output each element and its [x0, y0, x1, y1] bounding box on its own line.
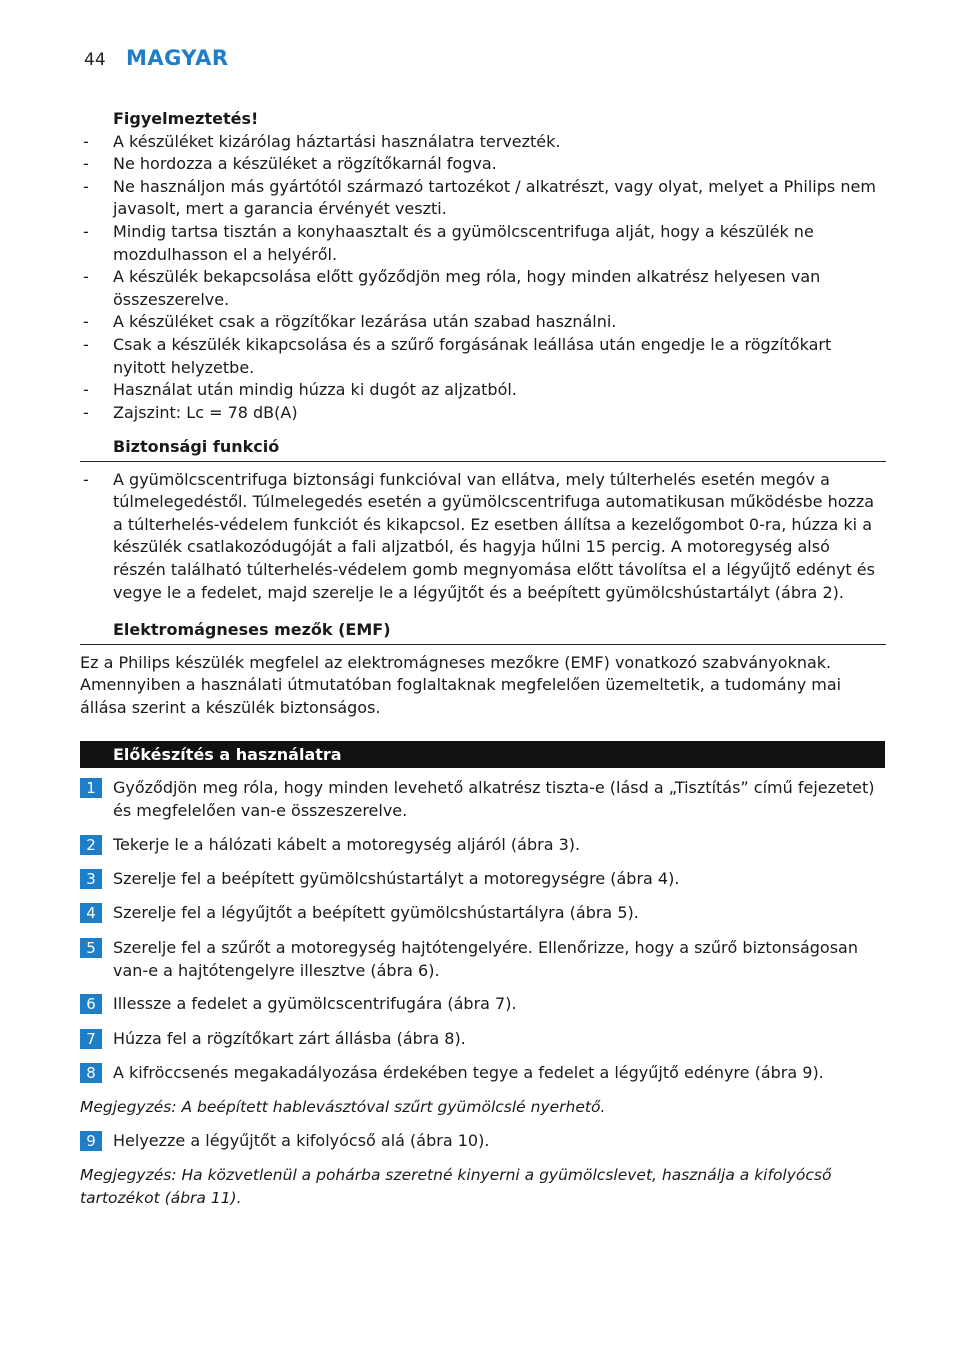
step-number: 6: [80, 994, 102, 1014]
page-number: 44: [84, 50, 106, 70]
step-8: [80, 1062, 886, 1085]
warning-item: - Mindig tartsa tisztán a konyhaasztalt és a gyümölcscentrifuga alját, hogy a készülék ne mozdulhasson el a helyéről.: [80, 221, 886, 266]
step-number: 9: [80, 1131, 102, 1151]
safety-list: [80, 469, 886, 605]
warning-list: [80, 131, 886, 425]
warning-item: - A készüléket kizárólag háztartási használatra tervezték.: [80, 131, 886, 154]
step-number: 3: [80, 869, 102, 889]
prep-section-heading: Előkészítés a használatra: [80, 741, 885, 768]
step-text: Tekerje le a hálózati kábelt a motoregység aljáról (ábra 3).: [113, 835, 581, 854]
step-3: [80, 868, 886, 891]
safety-section: [80, 436, 886, 604]
step-number: 1: [80, 778, 102, 798]
warning-item: - A készülék bekapcsolása előtt győződjön meg róla, hogy minden alkatrész helyesen van összeszerelve.: [80, 266, 886, 311]
warning-section: [80, 108, 886, 424]
step-text: A kifröccsenés megakadályozása érdekében tegye a fedelet a légyűjtő edényre (ábra 9).: [113, 1063, 824, 1082]
warning-item: - Zajszint: Lc = 78 dB(A): [80, 402, 886, 425]
step-number: 2: [80, 835, 102, 855]
step-2: [80, 834, 886, 857]
safety-item: - A gyümölcscentrifuga biztonsági funkcióval van ellátva, mely túlterhelés esetén megóv a túlmelegedéstől. Túlmelegedés esetén a gyümölcscentrifuga automatikusan működésbe hozza a túlterhelés-védelem funkciót és kikapcsol. Ez esetben állítsa a kezelőgombot 0-ra, húzza ki a készülék csatlakozódugóját a fali aljzatból, és hagyja hűlni 15 percig. A motoregység alsó részén található túlterhelés-védelem gomb megnyomása előtt távolítsa el a légyűjtő edényt és vegye le a fedelet, majd szerelje le a légyűjtőt és a beépített gyümölcshústartályt (ábra 2).: [80, 469, 886, 605]
step-number: 5: [80, 938, 102, 958]
emf-section: [80, 619, 886, 719]
warning-title: Figyelmeztetés!: [113, 109, 259, 128]
step-9: [80, 1130, 886, 1153]
step-number: 7: [80, 1029, 102, 1049]
emf-title: Elektromágneses mezők (EMF): [80, 619, 886, 645]
step-text: Helyezze a légyűjtőt a kifolyócső alá (ábra 10).: [113, 1131, 490, 1150]
step-1: [80, 777, 886, 822]
step-7: [80, 1028, 886, 1051]
note-2: Megjegyzés: Ha közvetlenül a pohárba szeretné kinyerni a gyümölcslevet, használja a kifolyócső tartozékot (ábra 11).: [80, 1166, 832, 1207]
step-text: Szerelje fel a szűrőt a motoregység hajtótengelyére. Ellenőrizze, hogy a szűrő biztonságosan van-e a hajtótengelyre illesztve (ábra 6).: [113, 938, 858, 980]
warning-item: - Használat után mindig húzza ki dugót az aljzatból.: [80, 379, 886, 402]
step-4: [80, 902, 886, 925]
step-number: 4: [80, 903, 102, 923]
step-5: [80, 937, 886, 982]
step-text: Illessze a fedelet a gyümölcscentrifugára (ábra 7).: [113, 994, 517, 1013]
step-text: Szerelje fel a beépített gyümölcshústartályt a motoregységre (ábra 4).: [113, 869, 680, 888]
warning-item: - Ne használjon más gyártótól származó tartozékot / alkatrészt, vagy olyat, melyet a Philips nem javasolt, mert a garancia érvényét veszti.: [80, 176, 886, 221]
warning-item: - Csak a készülék kikapcsolása és a szűrő forgásának leállása után engedje le a rögzítőkart nyitott helyzetbe.: [80, 334, 886, 379]
step-text: Szerelje fel a légyűjtőt a beépített gyümölcshústartályra (ábra 5).: [113, 903, 639, 922]
step-text: Győződjön meg róla, hogy minden levehető alkatrész tiszta-e (lásd a „Tisztítás” című fejezetet) és megfelelően van-e összeszerelve.: [113, 778, 875, 820]
emf-text: Ez a Philips készülék megfelel az elektromágneses mezőkre (EMF) vonatkozó szabványoknak. Amennyiben a használati útmutatóban foglaltaknak megfelelően üzemeltetik, a tudomány mai állása szerint a készülék biztonságos.: [80, 652, 842, 717]
note-1: Megjegyzés: A beépített hablevásztóval szűrt gyümölcslé nyerhető.: [80, 1098, 606, 1116]
step-text: Húzza fel a rögzítőkart zárt állásba (ábra 8).: [113, 1029, 466, 1048]
safety-title: Biztonsági funkció: [80, 436, 886, 462]
warning-item: - Ne hordozza a készüléket a rögzítőkarnál fogva.: [80, 153, 886, 176]
step-number: 8: [80, 1063, 102, 1083]
language-heading: MAGYAR: [126, 46, 229, 70]
step-6: [80, 993, 886, 1016]
warning-item: - A készüléket csak a rögzítőkar lezárása után szabad használni.: [80, 311, 886, 334]
